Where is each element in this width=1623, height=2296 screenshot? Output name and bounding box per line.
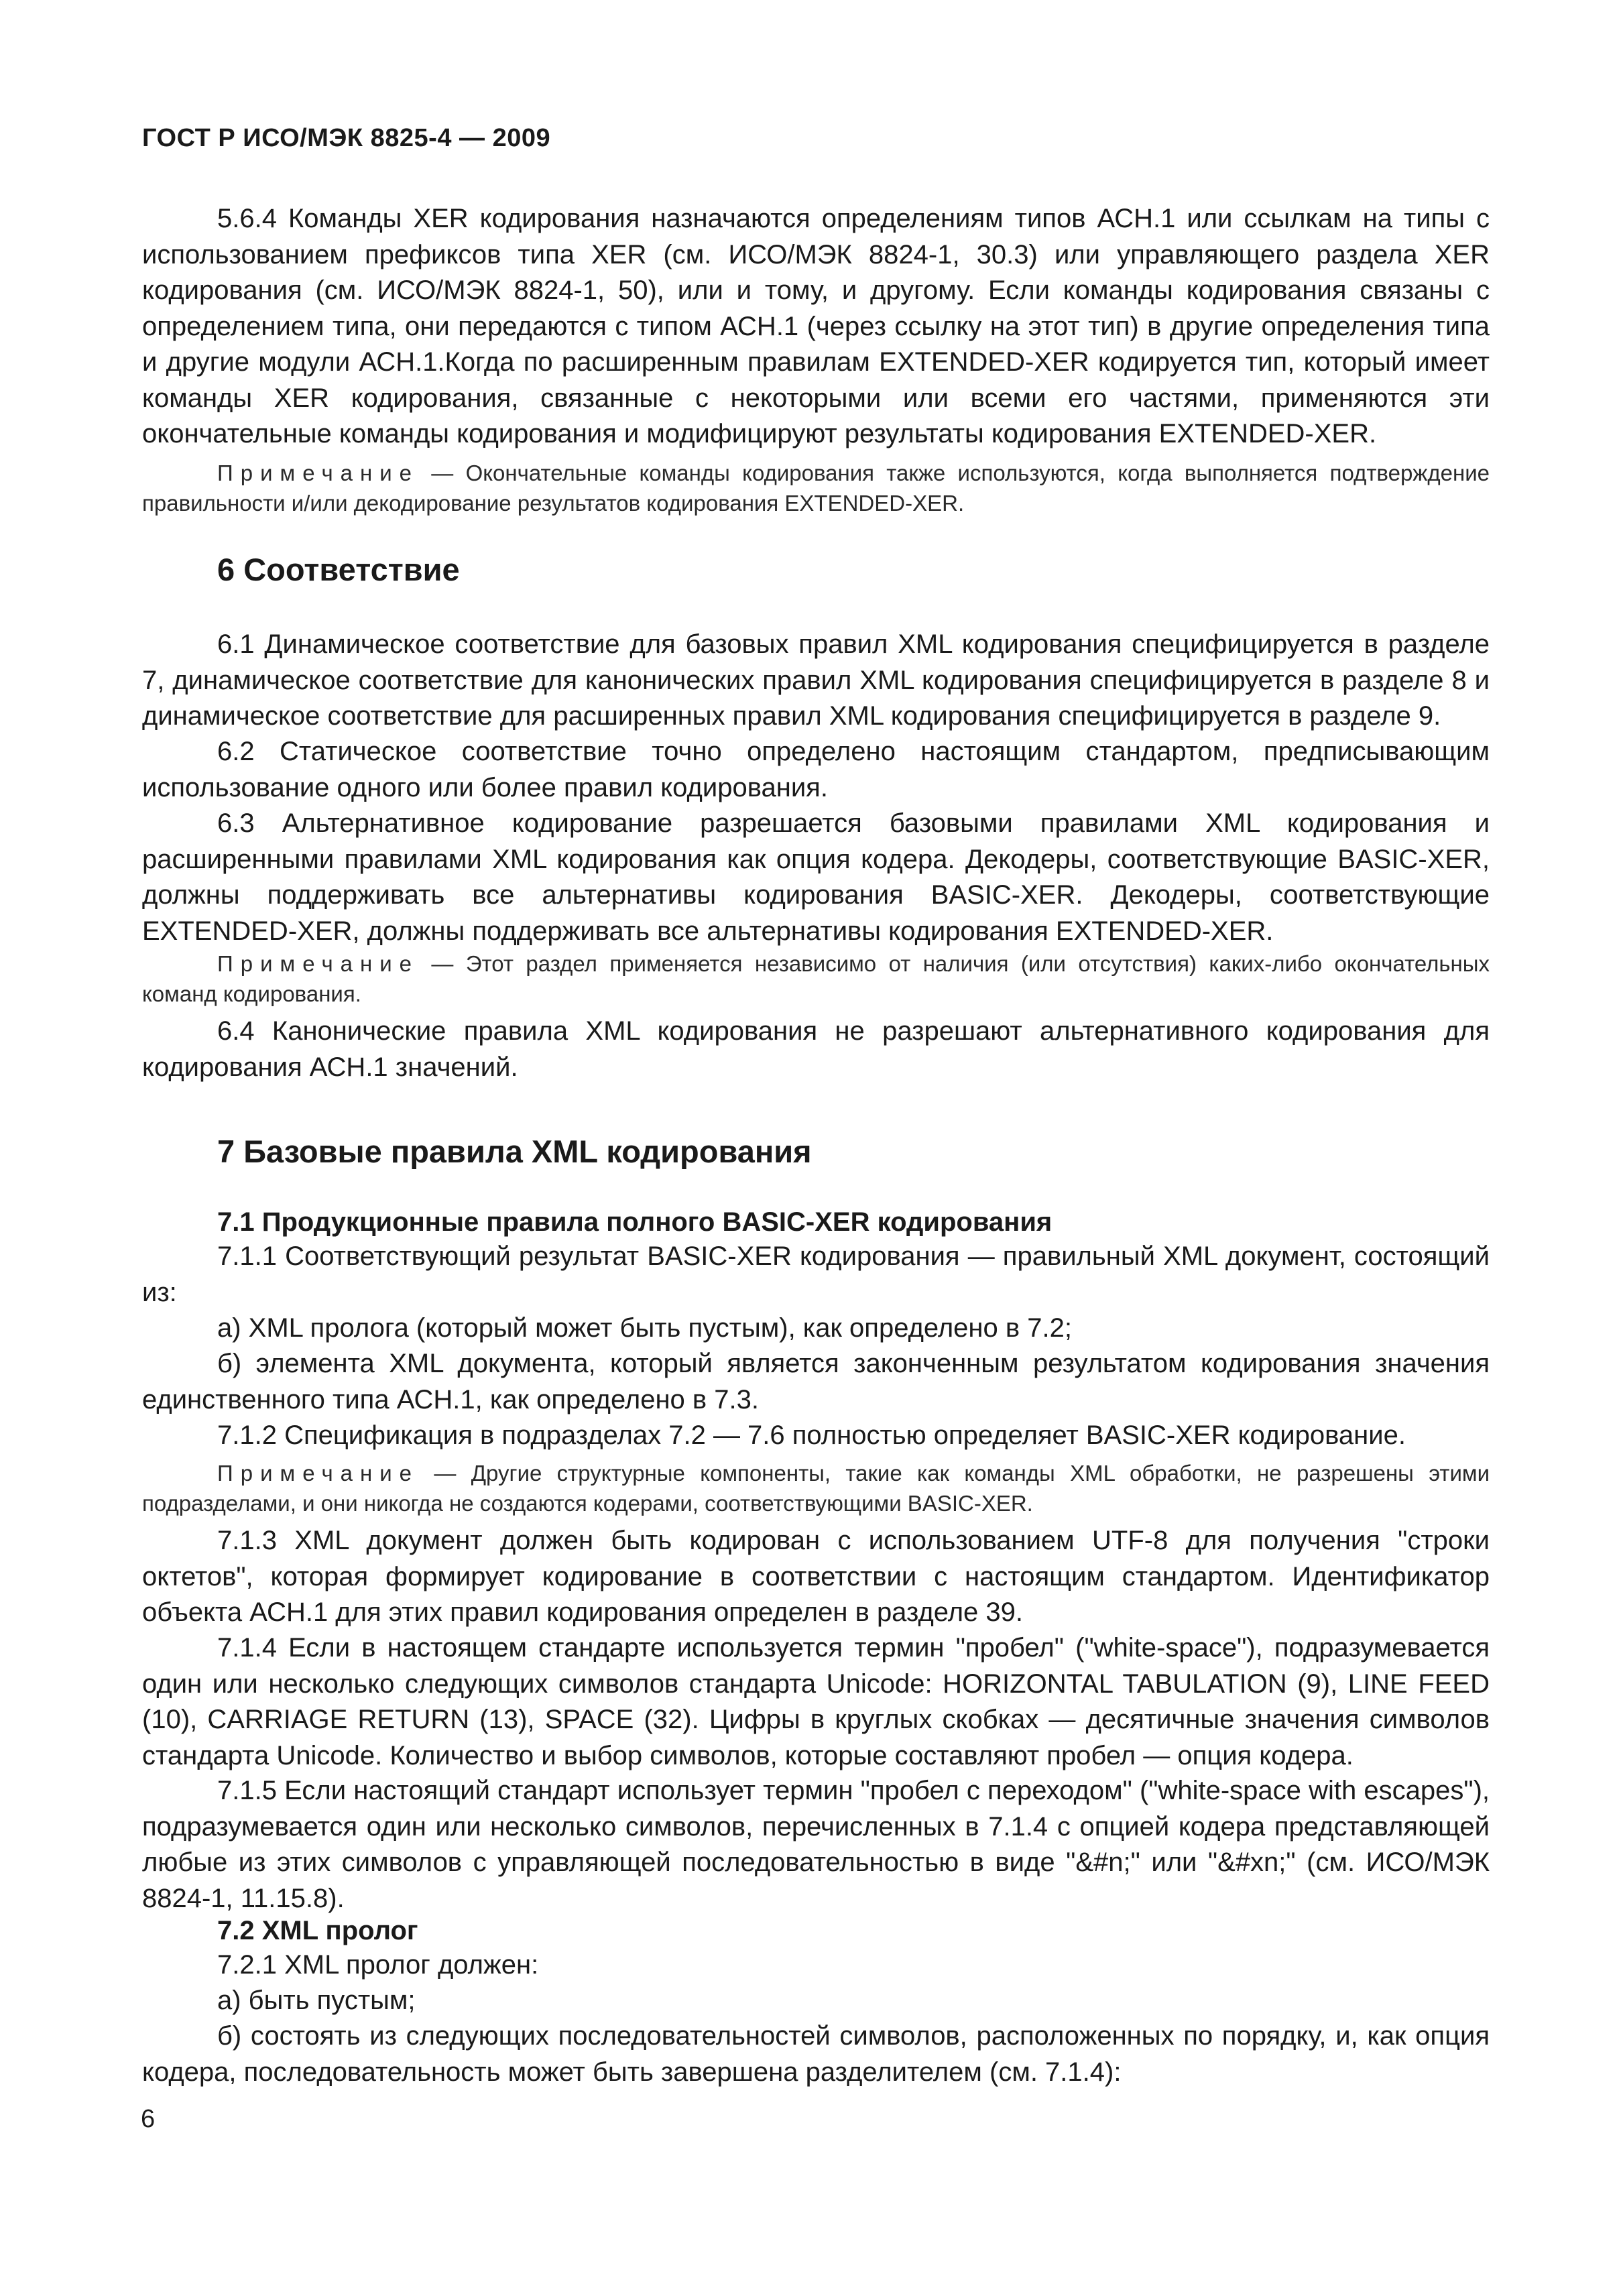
paragraph-7-1-1: 7.1.1 Соответствующий результат BASIC-XER кодирования — правильный XML документ, состоящий из: [142, 1242, 1490, 1307]
note-label: Примечание [217, 1461, 420, 1486]
paragraph-6-3: 6.3 Альтернативное кодирование разрешается базовыми правилами XML кодирования и расширенными правилами XML кодирования как опция кодера. Декодеры, соответствующие BASIC-XER, должны поддерживать все альтернативы кодирования BASIC-XER. Декодеры, соответствующие EXTENDED-XER, должны поддерживать все альтернативы кодирования EXTENDED-XER. [142, 808, 1490, 946]
section-7-heading: 7 Базовые правила XML кодирования [217, 1134, 812, 1169]
page-number: 6 [141, 2105, 156, 2133]
paragraph-7-1-3: 7.1.3 XML документ должен быть кодирован с использованием UTF-8 для получения "строки октетов", которая формирует кодирование в соответствии с настоящим стандартом. Идентификатор объекта АСН.1 для этих правил кодирования определен в разделе 39. [142, 1526, 1490, 1627]
document-header: ГОСТ Р ИСО/МЭК 8825-4 — 2009 [142, 124, 551, 152]
note-5-6-4 [142, 458, 1490, 518]
note-label: Примечание [217, 461, 420, 485]
note-7-1-2 [142, 1458, 1490, 1518]
paragraph-6-4: 6.4 Канонические правила XML кодирования не разрешают альтернативного кодирования для кодирования АСН.1 значений. [142, 1016, 1490, 1082]
paragraph-7-1-4: 7.1.4 Если в настоящем стандарте используется термин "пробел" ("white-space"), подразумевается один или несколько следующих символов стандарта Unicode: HORIZONTAL TABULATION (9), LINE FEED (10), CARRIAGE RETURN (13), SPACE (32). Цифры в круглых скобках — десятичные значения символов стандарта Unicode. Количество и выбор символов, которые составляют пробел — опция кодера. [142, 1633, 1490, 1770]
paragraph-6-2: 6.2 Статическое соответствие точно определено настоящим стандартом, предписывающим использование одного или более правил кодирования. [142, 737, 1490, 802]
subsection-7-1-heading: 7.1 Продукционные правила полного BASIC-XER кодирования [217, 1207, 1053, 1237]
paragraph-7-2-1: 7.2.1 XML пролог должен: [217, 1950, 539, 1980]
note-text: — Окончательные команды кодирования также используются, когда выполняется подтверждение правильности и/или декодирование результатов кодирования EXTENDED-XER. [142, 461, 1490, 516]
note-6-3 [142, 949, 1490, 1009]
paragraph-7-1-1-a: а) XML пролога (который может быть пустым), как определено в 7.2; [217, 1313, 1072, 1343]
paragraph-7-2-1-a: а) быть пустым; [217, 1986, 416, 2015]
paragraph-7-2-1-b: б) состоять из следующих последовательностей символов, расположенных по порядку, и, как опция кодера, последовательность может быть завершена разделителем (см. 7.1.4): [142, 2021, 1490, 2087]
subsection-7-2-heading: 7.2 XML пролог [217, 1916, 418, 1945]
paragraph-5-6-4: 5.6.4 Команды XER кодирования назначаются определениям типов АСН.1 или ссылкам на типы с использованием префиксов типа XER (см. ИСО/МЭК 8824-1, 30.3) или управляющего раздела XER кодирования (см. ИСО/МЭК 8824-1, 50), или и тому, и другому. Если команды кодирования связаны с определением типа, они передаются с типом АСН.1 (через ссылку на этот тип) в другие определения типа и другие модули АСН.1.Когда по расширенным правилам EXTENDED-XER кодируется тип, который имеет команды XER кодирования, связанные с некоторыми или всеми его частями, применяются эти окончательные команды кодирования и модифицируют результаты кодирования EXTENDED-XER. [142, 204, 1490, 448]
paragraph-7-1-1-b: б) элемента XML документа, который является законченным результатом кодирования значения единственного типа АСН.1, как определено в 7.3. [142, 1349, 1490, 1414]
paragraph-7-1-2: 7.1.2 Спецификация в подразделах 7.2 — 7.6 полностью определяет BASIC-XER кодирование. [217, 1421, 1406, 1450]
note-text: — Другие структурные компоненты, такие как команды XML обработки, не разрешены этими подразделами, и они никогда не создаются кодерами, соответствующими BASIC-XER. [142, 1461, 1490, 1516]
paragraph-7-1-5: 7.1.5 Если настоящий стандарт использует термин "пробел с переходом" ("white-space with escapes"), подразумевается один или несколько символов, перечисленных в 7.1.4 с опцией кодера представляющей любые из этих символов с управляющей последовательностью в виде "&#n;" или "&#xn;" (см. ИСО/МЭК 8824-1, 11.15.8). [142, 1776, 1490, 1913]
paragraph-6-1: 6.1 Динамическое соответствие для базовых правил XML кодирования специфицируется в разделе 7, динамическое соответствие для канонических правил XML кодирования специфицируется в разделе 8 и динамическое соответствие для расширенных правил XML кодирования специфицируется в разделе 9. [142, 629, 1490, 731]
note-text: — Этот раздел применяется независимо от наличия (или отсутствия) каких-либо окончательных команд кодирования. [142, 951, 1490, 1006]
note-label: Примечание [217, 951, 420, 976]
section-6-heading: 6 Соответствие [217, 552, 460, 587]
